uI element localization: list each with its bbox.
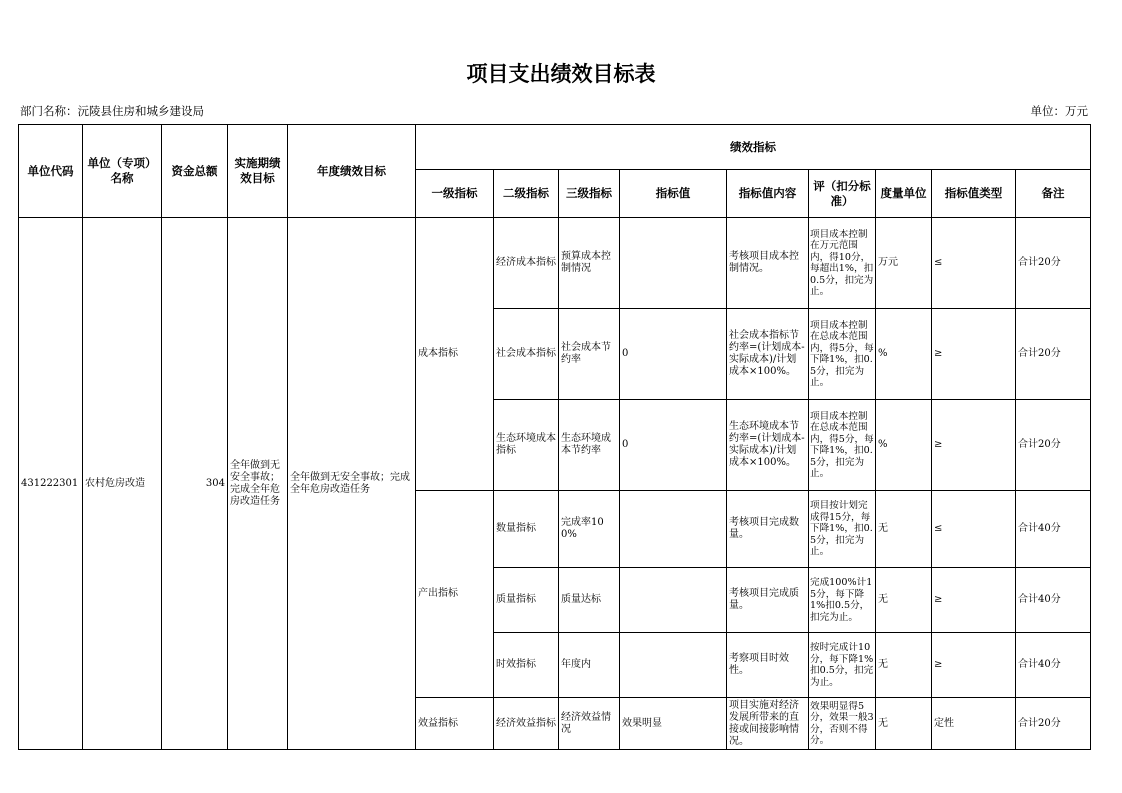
header-unit: 度量单位 (876, 170, 932, 218)
value-cell (620, 568, 727, 633)
header-code: 单位代码 (19, 125, 83, 218)
table-row (19, 218, 1091, 309)
type-cell: ≤ (932, 218, 1016, 309)
value-cell (620, 633, 727, 698)
content-cell: 考核项目成本控制情况。 (727, 218, 809, 309)
type-cell: ≤ (932, 491, 1016, 568)
value-cell: 0 (620, 309, 727, 400)
department-name: 部门名称：沅陵县住房和城乡建设局 (20, 104, 204, 118)
level3-cell: 生态环境成本节约率 (559, 400, 620, 491)
unit-cell: % (876, 400, 932, 491)
scoring-cell: 完成100%计15分，每下降1%扣0.5分，扣完为止。 (809, 568, 876, 633)
level2-cell: 质量指标 (494, 568, 559, 633)
level1-benefit-cell: 效益指标 (416, 698, 494, 750)
header-scoring: 评（扣分标准） (809, 170, 876, 218)
header-level2: 二级指标 (494, 170, 559, 218)
unit-cell: % (876, 309, 932, 400)
unit-cell: 无 (876, 491, 932, 568)
type-cell: ≥ (932, 309, 1016, 400)
level2-cell: 时效指标 (494, 633, 559, 698)
header-level1: 一级指标 (416, 170, 494, 218)
unit-label: 单位：万元 (1030, 104, 1088, 118)
level3-cell: 完成率100% (559, 491, 620, 568)
level2-cell: 社会成本指标 (494, 309, 559, 400)
header-period-goal: 实施期绩效目标 (228, 125, 288, 218)
header-type: 指标值类型 (932, 170, 1016, 218)
type-cell: 定性 (932, 698, 1016, 750)
level3-cell: 质量达标 (559, 568, 620, 633)
remark-cell: 合计40分 (1016, 633, 1091, 698)
scoring-cell: 项目成本控制在万元范围内，得10分，每超出1%，扣0.5分，扣完为止。 (809, 218, 876, 309)
level3-cell: 社会成本节约率 (559, 309, 620, 400)
remark-cell: 合计20分 (1016, 400, 1091, 491)
performance-table (18, 124, 1091, 750)
level2-cell: 数量指标 (494, 491, 559, 568)
type-cell: ≥ (932, 400, 1016, 491)
header-value: 指标值 (620, 170, 727, 218)
scoring-cell: 效果明显得5分，效果一般3分，否则不得分。 (809, 698, 876, 750)
content-cell: 生态环境成本节约率=(计划成本-实际成本)/计划成本×100%。 (727, 400, 809, 491)
header-indicators: 绩效指标 (416, 125, 1091, 170)
content-cell: 项目实施对经济发展所带来的直接或间接影响情况。 (727, 698, 809, 750)
unit-cell: 万元 (876, 218, 932, 309)
level1-cost-cell: 成本指标 (416, 218, 494, 491)
unit-cell: 无 (876, 633, 932, 698)
type-cell: ≥ (932, 568, 1016, 633)
level3-cell: 年度内 (559, 633, 620, 698)
header-total: 资金总额 (162, 125, 228, 218)
content-cell: 考核项目完成数量。 (727, 491, 809, 568)
content-cell: 考核项目完成质量。 (727, 568, 809, 633)
value-cell: 效果明显 (620, 698, 727, 750)
value-cell (620, 491, 727, 568)
value-cell (620, 218, 727, 309)
header-content: 指标值内容 (727, 170, 809, 218)
scoring-cell: 项目成本控制在总成本范围内，得5分，每下降1%，扣0.5分，扣完为止。 (809, 309, 876, 400)
level2-cell: 生态环境成本指标 (494, 400, 559, 491)
level2-cell: 经济成本指标 (494, 218, 559, 309)
header-annual-goal: 年度绩效目标 (288, 125, 416, 218)
type-cell: ≥ (932, 633, 1016, 698)
remark-cell: 合计20分 (1016, 698, 1091, 750)
content-cell: 社会成本指标节约率=(计划成本-实际成本)/计划成本×100%。 (727, 309, 809, 400)
content-cell: 考察项目时效性。 (727, 633, 809, 698)
period-goal-cell: 全年做到无安全事故；完成全年危房改造任务 (228, 218, 288, 750)
remark-cell: 合计40分 (1016, 491, 1091, 568)
header-remark: 备注 (1016, 170, 1091, 218)
annual-goal-cell: 全年做到无安全事故；完成全年危房改造任务 (288, 218, 416, 750)
unit-cell: 无 (876, 568, 932, 633)
unit-name-cell: 农村危房改造 (83, 218, 162, 750)
remark-cell: 合计20分 (1016, 218, 1091, 309)
value-cell: 0 (620, 400, 727, 491)
level3-cell: 经济效益情况 (559, 698, 620, 750)
remark-cell: 合计40分 (1016, 568, 1091, 633)
level1-output-cell: 产出指标 (416, 491, 494, 698)
fund-total-cell: 304 (162, 218, 228, 750)
scoring-cell: 项目成本控制在总成本范围内，得5分，每下降1%，扣0.5分，扣完为止。 (809, 400, 876, 491)
unit-cell: 无 (876, 698, 932, 750)
header-level3: 三级指标 (559, 170, 620, 218)
scoring-cell: 按时完成计10分，每下降1%扣0.5分，扣完为止。 (809, 633, 876, 698)
level2-cell: 经济效益指标 (494, 698, 559, 750)
level3-cell: 预算成本控制情况 (559, 218, 620, 309)
page-title: 项目支出绩效目标表 (466, 62, 656, 86)
scoring-cell: 项目按计划完成得15分，每下降1%，扣0.5分，扣完为止。 (809, 491, 876, 568)
remark-cell: 合计20分 (1016, 309, 1091, 400)
unit-code-cell: 431222301 (19, 218, 83, 750)
header-name: 单位（专项）名称 (83, 125, 162, 218)
